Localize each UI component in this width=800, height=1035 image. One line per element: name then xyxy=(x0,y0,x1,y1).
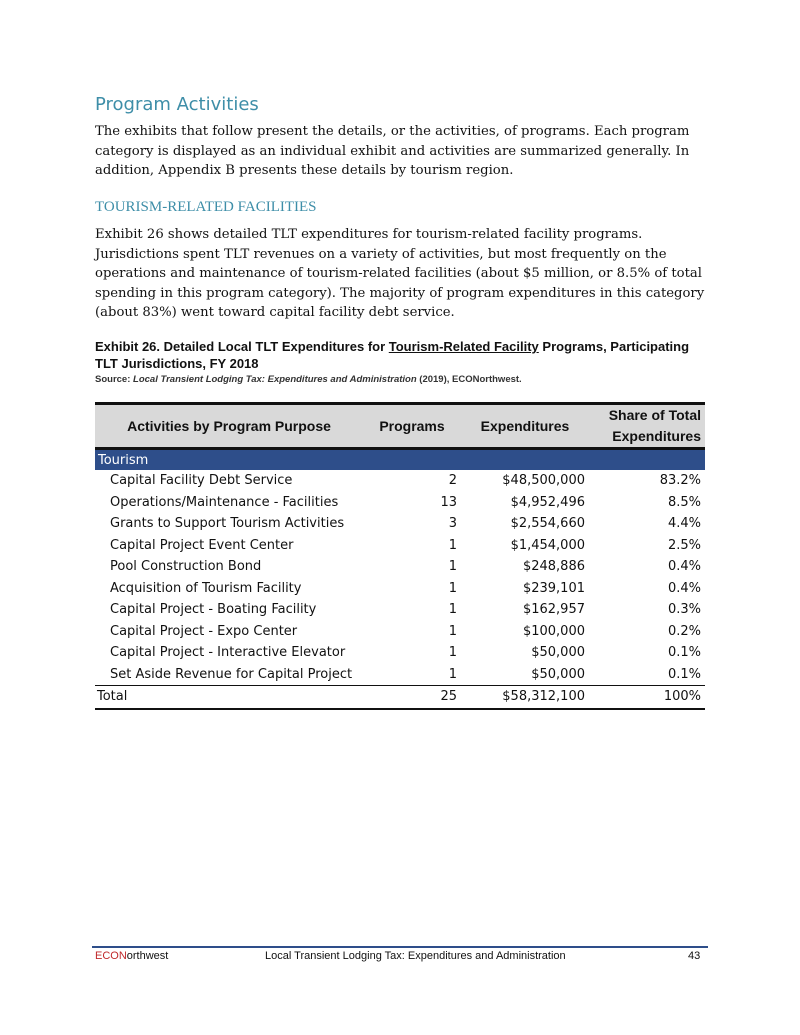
caption-prefix: Exhibit 26. Detailed Local TLT Expenditures for xyxy=(95,339,389,354)
cell-programs: 3 xyxy=(448,516,457,532)
intro-paragraph: The exhibits that follow present the details, or the activities, of programs. Each program category is displayed as an individual exhibit and activities are summarized generally. In addition, Appendix B presents these details by tourism region. xyxy=(95,124,690,179)
cell-activity: Operations/Maintenance - Facilities xyxy=(110,494,339,510)
caption-suffix: Programs, Participating TLT Jurisdictions, FY 2018 xyxy=(95,339,690,371)
cell-expenditures: $1,454,000 xyxy=(510,537,585,553)
source-rest: (2019), ECONorthwest. xyxy=(416,374,522,385)
cell-activity: Capital Project - Expo Center xyxy=(110,623,298,639)
cell-programs: 1 xyxy=(448,537,457,553)
cell-programs: 13 xyxy=(440,494,457,510)
cell-expenditures: $100,000 xyxy=(522,623,585,639)
cell-expenditures: $4,952,496 xyxy=(510,494,585,510)
table-row xyxy=(95,513,705,535)
cell-activity: Capital Project Event Center xyxy=(110,537,294,553)
source-title: Local Transient Lodging Tax: Expenditures and Administration xyxy=(133,374,417,385)
cell-expenditures: $48,500,000 xyxy=(502,473,585,489)
header-programs: Programs xyxy=(379,417,445,434)
header-activity: Activities by Program Purpose xyxy=(127,417,331,434)
expenditures-table xyxy=(95,402,705,710)
cell-activity: Capital Project - Interactive Elevator xyxy=(110,645,346,661)
footer-rule xyxy=(92,946,708,948)
cell-programs: 2 xyxy=(448,473,457,489)
cell-share: 83.2% xyxy=(659,473,701,489)
table-header xyxy=(95,404,705,449)
subsection-heading: TOURISM-RELATED FACILITIES xyxy=(95,199,317,215)
table-row xyxy=(95,642,705,664)
cell-activity: Set Aside Revenue for Capital Project xyxy=(110,666,353,682)
header-share: Share of Total Expenditures xyxy=(608,407,701,444)
cell-activity: Pool Construction Bond xyxy=(110,559,262,575)
cell-activity: Total xyxy=(95,686,363,709)
footer-title: Local Transient Lodging Tax: Expenditures and Administration xyxy=(265,950,566,962)
cell-programs: 1 xyxy=(448,645,457,661)
brand-econ: ECON xyxy=(95,950,127,962)
cell-programs: 1 xyxy=(448,580,457,596)
cell-expenditures: $58,312,100 xyxy=(461,686,589,709)
cell-expenditures: $162,957 xyxy=(522,602,585,618)
cell-share: 100% xyxy=(589,686,705,709)
cell-share: 0.4% xyxy=(667,580,701,596)
page-number: 43 xyxy=(688,950,701,962)
cell-expenditures: $239,101 xyxy=(522,580,585,596)
cell-expenditures: $248,886 xyxy=(522,559,585,575)
cell-programs: 1 xyxy=(448,559,457,575)
table-row xyxy=(95,535,705,557)
cell-activity: Capital Facility Debt Service xyxy=(110,473,293,489)
cell-share: 0.3% xyxy=(667,602,701,618)
table-row xyxy=(95,492,705,514)
footer-brand xyxy=(95,950,168,962)
caption-underlined: Tourism-Related Facility xyxy=(388,339,539,354)
cell-share: 0.4% xyxy=(667,559,701,575)
category-row xyxy=(95,449,705,471)
cell-share: 0.1% xyxy=(667,645,701,661)
table-row xyxy=(95,621,705,643)
table-row xyxy=(95,664,705,686)
cell-share: 0.2% xyxy=(667,623,701,639)
cell-share: 2.5% xyxy=(667,537,701,553)
total-row xyxy=(95,686,705,709)
cell-activity: Capital Project - Boating Facility xyxy=(110,602,317,618)
category-label: Tourism xyxy=(95,449,705,471)
cell-share: 0.1% xyxy=(667,666,701,682)
cell-share: 8.5% xyxy=(667,494,701,510)
table-row xyxy=(95,578,705,600)
body-paragraph: Exhibit 26 shows detailed TLT expenditures for tourism-related facility programs. Jurisdictions spent TLT revenues on a variety of activities, but most frequently on the operations and maintenance of tourism-related facilities (about $5 million, or 8.5% of total spending in this program category). The majority of program expenditures in this category (about 83%) went toward capital facility debt service. xyxy=(95,227,705,321)
cell-activity: Grants to Support Tourism Activities xyxy=(110,516,345,532)
cell-programs: 1 xyxy=(448,666,457,682)
exhibit-caption xyxy=(95,338,715,372)
cell-share: 4.4% xyxy=(667,516,701,532)
cell-activity: Acquisition of Tourism Facility xyxy=(110,580,302,596)
cell-expenditures: $50,000 xyxy=(531,666,585,682)
cell-programs: 1 xyxy=(448,623,457,639)
header-expenditures: Expenditures xyxy=(480,417,570,434)
table-row xyxy=(95,556,705,578)
cell-programs: 25 xyxy=(363,686,461,709)
section-heading: Program Activities xyxy=(95,94,259,115)
source-label: Source: xyxy=(95,374,134,385)
exhibit-source xyxy=(95,374,522,385)
table-row xyxy=(95,470,705,492)
cell-programs: 1 xyxy=(448,602,457,618)
cell-expenditures: $2,554,660 xyxy=(510,516,585,532)
table-row xyxy=(95,599,705,621)
brand-rest: orthwest xyxy=(126,950,169,962)
cell-expenditures: $50,000 xyxy=(531,645,585,661)
